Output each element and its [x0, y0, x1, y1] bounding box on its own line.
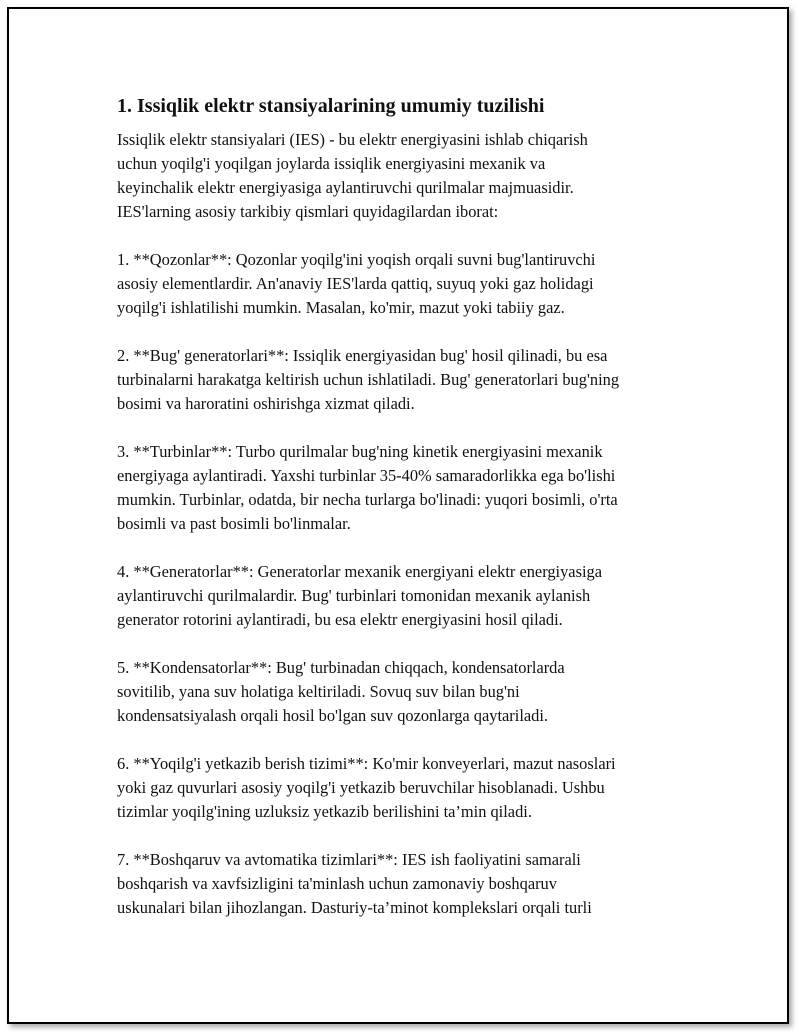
item-paragraph-control-systems	[117, 848, 697, 920]
text-line: uskunalari bilan jihozlangan. Dasturiy-ta’minot komplekslari orqali turli	[117, 898, 592, 917]
text-line: IES'larning asosiy tarkibiy qismlari quyidagilardan iborat:	[117, 202, 499, 221]
text-line: bosimi va haroratini oshirishga xizmat qiladi.	[117, 394, 415, 413]
text-line: bosimli va past bosimli bo'linmalar.	[117, 514, 351, 533]
text-line: 2. **Bug' generatorlari**: Issiqlik energiyasidan bug' hosil qilinadi, bu esa	[117, 346, 608, 365]
text-line: 6. **Yoqilg'i yetkazib berish tizimi**: Ko'mir konveyerlari, mazut nasoslari	[117, 754, 616, 773]
item-paragraph-fuel-supply	[117, 752, 697, 824]
text-line: asosiy elementlardir. An'anaviy IES'larda qattiq, suyuq yoki gaz holidagi	[117, 274, 594, 293]
text-line: 7. **Boshqaruv va avtomatika tizimlari**: IES ish faoliyatini samarali	[117, 850, 581, 869]
document-body	[117, 92, 697, 944]
text-line: uchun yoqilg'i yoqilgan joylarda issiqlik energiyasini mexanik va	[117, 154, 546, 173]
text-line: keyinchalik elektr energiyasiga aylantiruvchi qurilmalar majmuasidir.	[117, 178, 574, 197]
text-line: yoki gaz quvurlari asosiy yoqilg'i yetkazib beruvchilar hisoblanadi. Ushbu	[117, 778, 605, 797]
text-line: Issiqlik elektr stansiyalari (IES) - bu elektr energiyasini ishlab chiqarish	[117, 130, 588, 149]
text-line: 4. **Generatorlar**: Generatorlar mexanik energiyani elektr energiyasiga	[117, 562, 602, 581]
item-paragraph-turbines	[117, 440, 697, 536]
text-line: sovitilib, yana suv holatiga keltiriladi. Sovuq suv bilan bug'ni	[117, 682, 520, 701]
text-line: 1. **Qozonlar**: Qozonlar yoqilg'ini yoqish orqali suvni bug'lantiruvchi	[117, 250, 596, 269]
intro-paragraph	[117, 128, 697, 224]
text-line: kondensatsiyalash orqali hosil bo'lgan suv qozonlarga qaytariladi.	[117, 706, 548, 725]
text-line: tizimlar yoqilg'ining uzluksiz yetkazib berilishini ta’min qiladi.	[117, 802, 532, 821]
item-paragraph-steam-generators	[117, 344, 697, 416]
text-line: 3. **Turbinlar**: Turbo qurilmalar bug'ning kinetik energiyasini mexanik	[117, 442, 603, 461]
text-line: 5. **Kondensatorlar**: Bug' turbinadan chiqqach, kondensatorlarda	[117, 658, 565, 677]
text-line: yoqilg'i ishlatilishi mumkin. Masalan, ko'mir, mazut yoki tabiiy gaz.	[117, 298, 565, 317]
text-line: energiyaga aylantiradi. Yaxshi turbinlar 35-40% samaradorlikka ega bo'lishi	[117, 466, 616, 485]
item-paragraph-condensers	[117, 656, 697, 728]
text-line: turbinalarni harakatga keltirish uchun ishlatiladi. Bug' generatorlari bug'ning	[117, 370, 620, 389]
item-paragraph-boilers	[117, 248, 697, 320]
text-line: mumkin. Turbinlar, odatda, bir necha turlarga bo'linadi: yuqori bosimli, o'rta	[117, 490, 618, 509]
text-line: boshqarish va xavfsizligini ta'minlash uchun zamonaviy boshqaruv	[117, 874, 557, 893]
text-line: aylantiruvchi qurilmalardir. Bug' turbinlari tomonidan mexanik aylanish	[117, 586, 591, 605]
section-heading: 1. Issiqlik elektr stansiyalarining umumiy tuzilishi	[117, 95, 545, 117]
text-line: generator rotorini aylantiradi, bu esa elektr energiyasini hosil qiladi.	[117, 610, 563, 629]
item-paragraph-generators	[117, 560, 697, 632]
